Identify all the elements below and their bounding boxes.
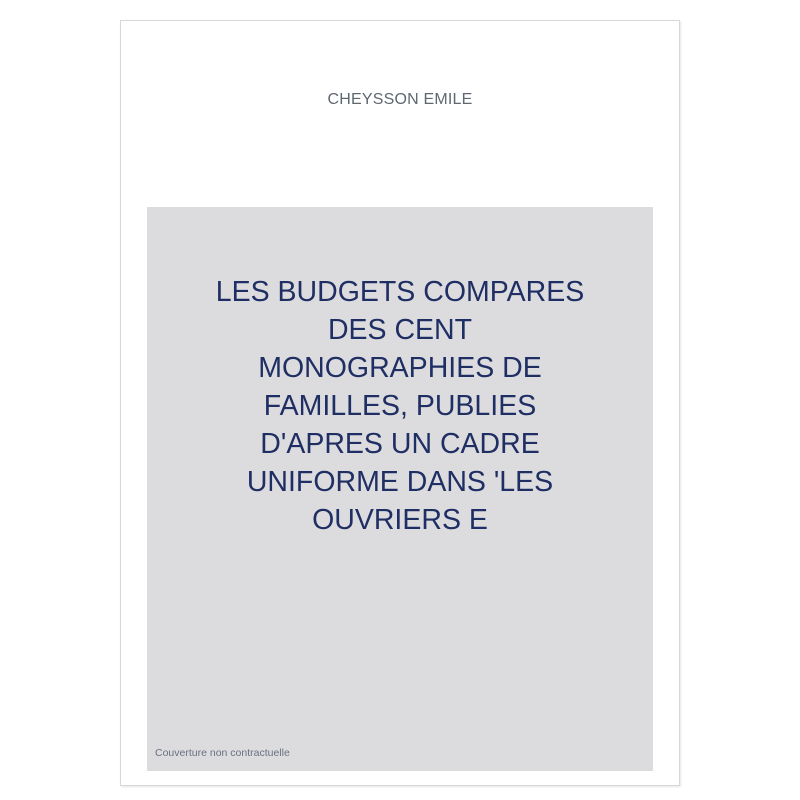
title-line: OUVRIERS E: [312, 504, 488, 536]
title-line: MONOGRAPHIES DE: [258, 352, 542, 384]
title-line: UNIFORME DANS 'LES: [246, 466, 554, 498]
cover-disclaimer: Couverture non contractuelle: [155, 747, 290, 759]
book-cover: [120, 20, 680, 786]
title-line: LES BUDGETS COMPARES: [215, 276, 585, 308]
title-line: DES CENT: [327, 314, 473, 346]
title-panel: [147, 207, 653, 771]
book-title: [177, 273, 623, 539]
title-line: D'APRES UN CADRE: [260, 428, 540, 460]
title-line: FAMILLES, PUBLIES: [263, 390, 537, 422]
book-author: CHEYSSON EMILE: [327, 91, 473, 108]
